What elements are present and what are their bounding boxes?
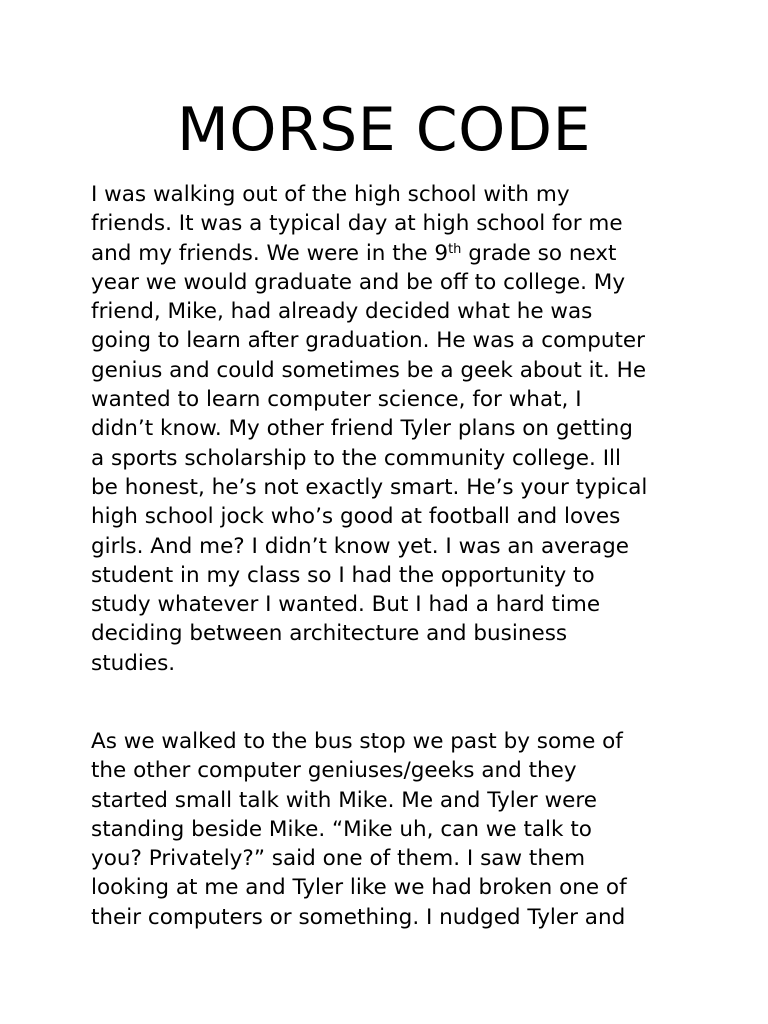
text-line: looking at me and Tyler like we had broken one of xyxy=(91,875,627,901)
text-line: girls. And me? I didn’t know yet. I was an average xyxy=(91,533,630,559)
text-line: study whatever I wanted. But I had a hard time xyxy=(91,592,601,618)
text-segment: grade so next xyxy=(461,240,617,266)
text-line: be honest, he’s not exactly smart. He’s your typical xyxy=(91,474,648,500)
text-line: going to learn after graduation. He was a computer xyxy=(91,328,645,354)
text-line: genius and could sometimes be a geek about it. He xyxy=(91,357,647,383)
text-line: friends. It was a typical day at high school for me xyxy=(91,211,623,237)
paragraph-2 xyxy=(91,727,711,932)
text-line xyxy=(91,239,711,268)
text-line: the other computer geniuses/geeks and they xyxy=(91,758,577,784)
text-line: deciding between architecture and business xyxy=(91,621,568,647)
text-line: year we would graduate and be off to college. My xyxy=(91,269,626,295)
text-line: their computers or something. I nudged Tyler and xyxy=(91,904,626,930)
paragraph-1 xyxy=(91,180,711,678)
superscript-ordinal: th xyxy=(448,241,462,257)
text-line: friend, Mike, had already decided what he was xyxy=(91,299,593,325)
text-line: didn’t know. My other friend Tyler plans on getting xyxy=(91,416,633,442)
text-line: wanted to learn computer science, for what, I xyxy=(91,387,582,413)
document-title: MORSE CODE xyxy=(177,95,591,165)
text-line: you? Privately?” said one of them. I saw them xyxy=(91,846,586,872)
text-line: I was walking out of the high school with my xyxy=(91,182,570,207)
text-line: standing beside Mike. “Mike uh, can we talk to xyxy=(91,816,592,842)
text-segment: and my friends. We were in the 9 xyxy=(91,240,449,266)
text-line: studies. xyxy=(91,650,176,676)
text-line: a sports scholarship to the community college. Ill xyxy=(91,445,621,471)
text-line: As we walked to the bus stop we past by some of xyxy=(91,729,623,754)
text-line: high school jock who’s good at football and loves xyxy=(91,504,621,530)
text-line: started small talk with Mike. Me and Tyler were xyxy=(91,787,597,813)
text-line: student in my class so I had the opportunity to xyxy=(91,562,595,588)
